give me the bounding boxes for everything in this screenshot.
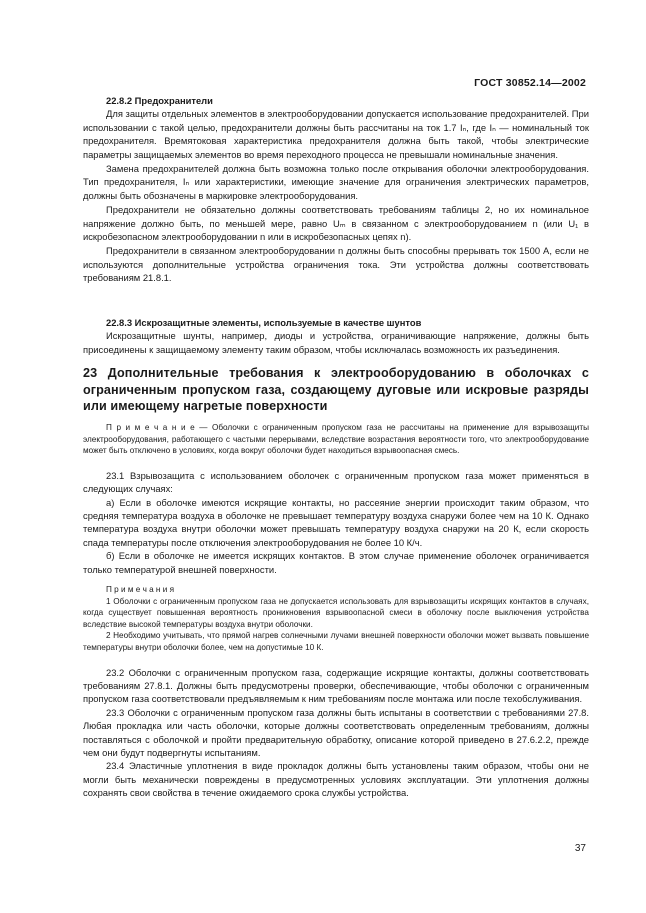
section-23-heading [83,365,589,415]
paragraph-23-3: 23.3 Оболочки с ограниченным пропуском газа должны быть испытаны в соответствии с требованиями 27.8. Любая прокладка или часть оболочки, которые должны соответствовать определенным требованиям, должны поставляться с оболочкой и пройти предварительную обработку, описание которой приведено в 27.6.2.2, прежде чем они будут подвергнуты испытаниям. [83,706,589,759]
note [83,422,589,457]
note-2: 2 Необходимо учитывать, что прямой нагрев солнечными лучами внешней поверхности оболочки может вызвать повышение температуры внутри оболочки более, чем на допустимые 10 К. [83,631,589,652]
paragraph: Для защиты отдельных элементов в электрооборудовании допускается использование предохранителей. При использовании с такой целью, предохранители должны быть рассчитаны на ток 1.7 Iₙ, где Iₙ — номинальный ток предохранителя. Времятоковая характеристика предохранителя должна быть такой, чтобы электрические параметры защищаемых элементов во время переходного процесса не превышали номинальные значения. [83,108,589,160]
heading-23: 23 Дополнительные требования к электрооборудованию в оболочках с ограниченным пропуском газа, создающему дуговые или искровые разряды или имеющему нагретые поверхности [83,366,589,414]
section-22-8-2 [83,94,589,285]
heading-22-8-3: 22.8.3 Искрозащитные элементы, используемые в качестве шунтов [106,317,422,328]
section-22-8-3 [83,316,589,356]
paragraph: Предохранители не обязательно должны соответствовать требованиям таблицы 2, но их номинальное напряжение должно быть, по меньшей мере, равно Uₘ в связанном с электрооборудованием n (или U₁ в искробезопасном электрооборудовании n или в искробезопасных цепях n). [83,204,589,243]
section-23-body [83,422,589,800]
paragraph-23-4: 23.4 Эластичные уплотнения в виде прокладок должны быть установлены таким образом, чтобы они не могли быть механически повреждены в предусмотренных условиях эксплуатации. Эти уплотнения должны сохранять свои свойства в течение ожидаемого срока службы устройства. [83,760,589,799]
note-label: П р и м е ч а н и е [106,423,195,432]
notes-label: П р и м е ч а н и я [106,585,175,595]
page-number: 37 [574,843,586,854]
heading-22-8-2: 22.8.2 Предохранители [106,95,213,106]
item-23-1-b: б) Если в оболочке не имеется искрящих контактов. В этом случае применение оболочек ограничивается только температурой внешней поверхности. [83,550,589,575]
note-text: — Оболочки с ограниченным пропуском газа не рассчитаны на применение для взрывозащиты электрооборудования, работающего с частыми перерывами, вследствие возрастания вероятности того, что электрооборудование может быть отключено в условиях, когда вокруг оболочки будет находиться взрывоопасная смесь. [83,423,589,456]
paragraph-23-2: 23.2 Оболочки с ограниченным пропуском газа, содержащие искрящие контакты, должны соответствовать требованиям 27.8.1. Должны быть предусмотрены проверки, обеспечивающие, чтобы оболочки с ограниченным пропуском газа соответствовали предъявляемым к ним требованиям после монтажа или после техобслуживания. [83,666,589,705]
paragraph: Предохранители в связанном электрооборудовании n должны быть способны прерывать ток 1500 А, если не используются дополнительные устройства ограничения тока. Эти устройства должны соответствовать требованиям 21.8.1. [83,245,589,284]
paragraph: Искрозащитные шунты, например, диоды и устройства, ограничивающие напряжение, должны быть присоединены к защищаемому элементу таким образом, чтобы исключалась возможность их разъединения. [83,330,589,355]
standard-header: ГОСТ 30852.14—2002 [474,77,586,89]
paragraph-23-1: 23.1 Взрывозащита с использованием оболочек с ограниченным пропуском газа может применяться в следующих случаях: [83,469,589,495]
item-23-1-a: а) Если в оболочке имеются искрящие контакты, но рассеяние энергии происходит таким образом, что средняя температура воздуха в оболочке не превышает температуру воздуха снаружи более чем на 10 К. Однако температура воздуха внутри оболочки может превышать температуру воздуха снаружи на 20 К, если скорость спада температуры после отключения электрооборудования не более 10 К/ч. [83,496,589,548]
paragraph: Замена предохранителей должна быть возможна только после открывания оболочки электрооборудования. Тип предохранителя, Iₙ или характеристики, имеющие значение для ограничения электрических параметров, должны быть обозначены в маркировке электрооборудования. [83,163,589,201]
note-1: 1 Оболочки с ограниченным пропуском газа не допускается использовать для взрывозащиты искрящих контактов в случаях, когда существует повышенная вероятность проникновения взрывоопасной смеси в оболочку после выключения устройства вследствие высокой температуры воздуха внутри оболочки. [83,596,589,629]
